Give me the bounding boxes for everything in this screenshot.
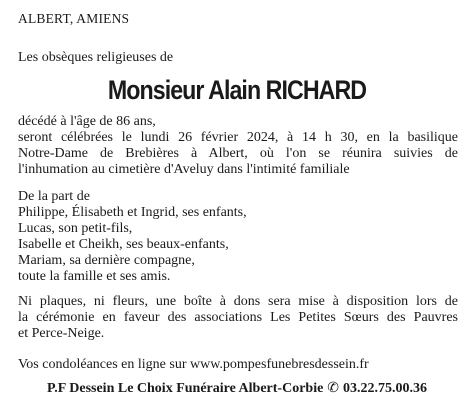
family-line: Lucas, son petit-fils, [18, 221, 133, 236]
notice-line: Ni plaques, ni fleurs, une boîte à dons sera mise à disposition lors de [18, 294, 458, 309]
intro-text: Les obsèques religieuses de [18, 50, 174, 65]
notice-paragraph [18, 294, 458, 342]
ceremony-line: l'inhumation au cimetière d'Aveluy dans l'intimité familiale [18, 162, 350, 177]
family-line: Isabelle et Cheikh, ses beaux-enfants, [18, 237, 229, 252]
family-line: De la part de [18, 189, 90, 204]
ceremony-line: seront célébrées le lundi 26 février 2024, à 14 h 30, en la basilique [18, 130, 458, 145]
family-line: toute la famille et ses amis. [18, 269, 171, 284]
funeral-home-name: P.F Dessein Le Choix Funéraire Albert-Corbie [46, 381, 324, 396]
condolences-text: Vos condoléances en ligne sur www.pompesfunebresdessein.fr [18, 357, 369, 372]
phone-icon: ✆ [327, 381, 340, 396]
family-paragraph [18, 189, 458, 285]
funeral-home-signature [0, 381, 474, 397]
location-heading: ALBERT, AMIENS [18, 11, 130, 26]
ceremony-paragraph [18, 114, 458, 178]
ceremony-line: décédé à l'âge de 86 ans, [18, 114, 156, 129]
ceremony-line: Notre-Dame de Brebières à Albert, où l'on se réunira suivies de [18, 146, 458, 161]
deceased-name: Monsieur Alain RICHARD [107, 75, 367, 105]
condolences-paragraph [18, 357, 458, 373]
notice-line: la cérémonie en faveur des associations Les Petites Sœurs des Pauvres [18, 310, 458, 325]
family-line: Philippe, Élisabeth et Ingrid, ses enfants, [18, 205, 247, 220]
notice-line: et Perce-Neige. [18, 326, 105, 341]
funeral-home-phone: 03.22.75.00.36 [343, 381, 428, 396]
family-line: Mariam, sa dernière compagne, [18, 253, 195, 268]
